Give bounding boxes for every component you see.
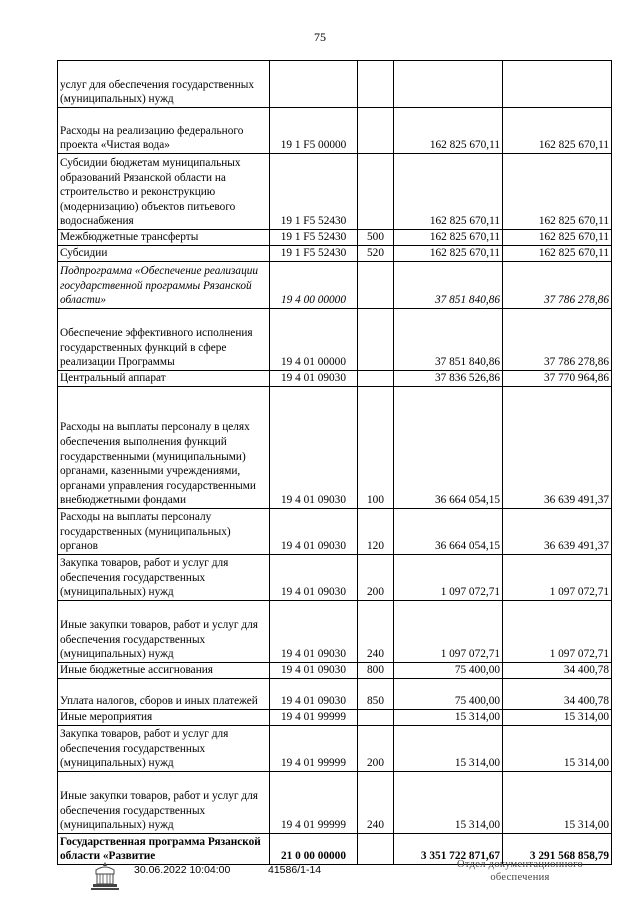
row-sum-2024 — [503, 61, 612, 108]
table-row — [58, 663, 612, 679]
row-vr: 800 — [358, 663, 394, 679]
row-vr: 200 — [358, 726, 394, 772]
department-stamp: Отдел документационного обеспечения — [456, 859, 584, 883]
row-code: 21 0 00 00000 — [270, 834, 358, 865]
row-code: 19 4 01 09030 — [270, 371, 358, 387]
row-sum-2023: 75 400,00 — [394, 679, 503, 710]
row-code: 19 4 01 00000 — [270, 309, 358, 371]
budget-table-body — [58, 61, 612, 865]
row-name: Иные мероприятия — [58, 710, 270, 726]
row-sum-2023: 162 825 670,11 — [394, 246, 503, 262]
table-row — [58, 772, 612, 834]
table-row — [58, 309, 612, 371]
row-vr — [358, 262, 394, 309]
row-sum-2023: 37 851 840,86 — [394, 262, 503, 309]
row-vr: 120 — [358, 509, 394, 555]
row-name: Субсидии бюджетам муниципальных образований Рязанской области на строительство и реконструкцию (модернизацию) объектов питьевого водоснабжения — [58, 154, 270, 230]
row-sum-2024: 37 786 278,86 — [503, 262, 612, 309]
row-code: 19 4 01 09030 — [270, 387, 358, 509]
row-code: 19 1 F5 52430 — [270, 230, 358, 246]
table-row — [58, 246, 612, 262]
row-sum-2023: 15 314,00 — [394, 710, 503, 726]
row-name: Расходы на выплаты персоналу в целях обеспечения выполнения функций государственными (муниципальными) органами, казенными учреждениями, органами управления государственными внебюджетными фондами — [58, 387, 270, 509]
row-sum-2024: 15 314,00 — [503, 710, 612, 726]
row-vr — [358, 108, 394, 154]
row-sum-2024: 15 314,00 — [503, 772, 612, 834]
row-code: 19 4 01 09030 — [270, 679, 358, 710]
stamp-datetime: 30.06.2022 10:04:00 — [134, 864, 231, 876]
row-code: 19 4 01 09030 — [270, 555, 358, 601]
row-name: Расходы на выплаты персоналу государственных (муниципальных) органов — [58, 509, 270, 555]
row-sum-2023: 162 825 670,11 — [394, 230, 503, 246]
row-code: 19 4 01 99999 — [270, 726, 358, 772]
row-vr — [358, 309, 394, 371]
budget-table — [57, 60, 612, 865]
table-row — [58, 108, 612, 154]
row-vr — [358, 371, 394, 387]
row-sum-2024: 34 400,78 — [503, 663, 612, 679]
row-vr: 500 — [358, 230, 394, 246]
row-vr: 240 — [358, 601, 394, 663]
row-vr: 100 — [358, 387, 394, 509]
row-name: Субсидии — [58, 246, 270, 262]
row-vr — [358, 61, 394, 108]
table-row — [58, 601, 612, 663]
row-sum-2023: 1 097 072,71 — [394, 601, 503, 663]
row-name: Государственная программа Рязанской области «Развитие — [58, 834, 270, 865]
row-sum-2024: 3 291 568 858,79 — [503, 834, 612, 865]
row-sum-2024: 1 097 072,71 — [503, 601, 612, 663]
row-name: Обеспечение эффективного исполнения государственных функций в сфере реализации Программы — [58, 309, 270, 371]
row-code: 19 1 F5 52430 — [270, 246, 358, 262]
row-sum-2024: 34 400,78 — [503, 679, 612, 710]
table-row — [58, 387, 612, 509]
row-sum-2023 — [394, 61, 503, 108]
row-sum-2023: 15 314,00 — [394, 726, 503, 772]
row-vr: 240 — [358, 772, 394, 834]
row-sum-2024: 162 825 670,11 — [503, 230, 612, 246]
row-sum-2024: 36 639 491,37 — [503, 387, 612, 509]
row-sum-2024: 1 097 072,71 — [503, 555, 612, 601]
row-name: Закупка товаров, работ и услуг для обеспечения государственных (муниципальных) нужд — [58, 726, 270, 772]
row-vr: 200 — [358, 555, 394, 601]
table-row — [58, 710, 612, 726]
table-row — [58, 371, 612, 387]
table-row — [58, 230, 612, 246]
row-code: 19 4 01 09030 — [270, 663, 358, 679]
row-sum-2023: 37 851 840,86 — [394, 309, 503, 371]
stamp-document-number: 41586/1-14 — [268, 864, 322, 876]
row-vr — [358, 710, 394, 726]
row-name: Межбюджетные трансферты — [58, 230, 270, 246]
row-code: 19 4 01 09030 — [270, 509, 358, 555]
coat-of-arms-icon — [88, 860, 122, 892]
row-name: Закупка товаров, работ и услуг для обеспечения государственных (муниципальных) нужд — [58, 555, 270, 601]
row-sum-2024: 162 825 670,11 — [503, 246, 612, 262]
row-sum-2023: 162 825 670,11 — [394, 108, 503, 154]
table-row — [58, 154, 612, 230]
row-name: Подпрограмма «Обеспечение реализации государственной программы Рязанской области» — [58, 262, 270, 309]
table-row — [58, 61, 612, 108]
row-vr: 520 — [358, 246, 394, 262]
row-code: 19 4 01 09030 — [270, 601, 358, 663]
row-sum-2024: 37 786 278,86 — [503, 309, 612, 371]
row-vr: 850 — [358, 679, 394, 710]
row-sum-2023: 162 825 670,11 — [394, 154, 503, 230]
row-name: Иные закупки товаров, работ и услуг для обеспечения государственных (муниципальных) нужд — [58, 601, 270, 663]
row-sum-2023: 37 836 526,86 — [394, 371, 503, 387]
row-name: Иные закупки товаров, работ и услуг для обеспечения государственных (муниципальных) нужд — [58, 772, 270, 834]
page-number: 75 — [314, 30, 326, 44]
row-name: услуг для обеспечения государственных (муниципальных) нужд — [58, 61, 270, 108]
table-row-subprogram — [58, 262, 612, 309]
row-code: 19 4 01 99999 — [270, 710, 358, 726]
row-name: Иные бюджетные ассигнования — [58, 663, 270, 679]
row-sum-2023: 1 097 072,71 — [394, 555, 503, 601]
row-code: 19 4 01 99999 — [270, 772, 358, 834]
row-name: Центральный аппарат — [58, 371, 270, 387]
document-footer — [0, 860, 640, 900]
row-name: Уплата налогов, сборов и иных платежей — [58, 679, 270, 710]
row-sum-2023: 36 664 054,15 — [394, 387, 503, 509]
row-code: 19 4 00 00000 — [270, 262, 358, 309]
table-row — [58, 726, 612, 772]
table-row — [58, 509, 612, 555]
row-sum-2023: 36 664 054,15 — [394, 509, 503, 555]
row-sum-2023: 75 400,00 — [394, 663, 503, 679]
row-sum-2024: 15 314,00 — [503, 726, 612, 772]
row-sum-2024: 37 770 964,86 — [503, 371, 612, 387]
row-sum-2024: 162 825 670,11 — [503, 154, 612, 230]
row-sum-2023: 15 314,00 — [394, 772, 503, 834]
row-code — [270, 61, 358, 108]
row-sum-2024: 36 639 491,37 — [503, 509, 612, 555]
table-row — [58, 555, 612, 601]
row-vr — [358, 154, 394, 230]
row-code: 19 1 F5 00000 — [270, 108, 358, 154]
row-code: 19 1 F5 52430 — [270, 154, 358, 230]
row-sum-2023: 3 351 722 871,67 — [394, 834, 503, 865]
row-name: Расходы на реализацию федерального проекта «Чистая вода» — [58, 108, 270, 154]
table-row — [58, 679, 612, 710]
row-sum-2024: 162 825 670,11 — [503, 108, 612, 154]
